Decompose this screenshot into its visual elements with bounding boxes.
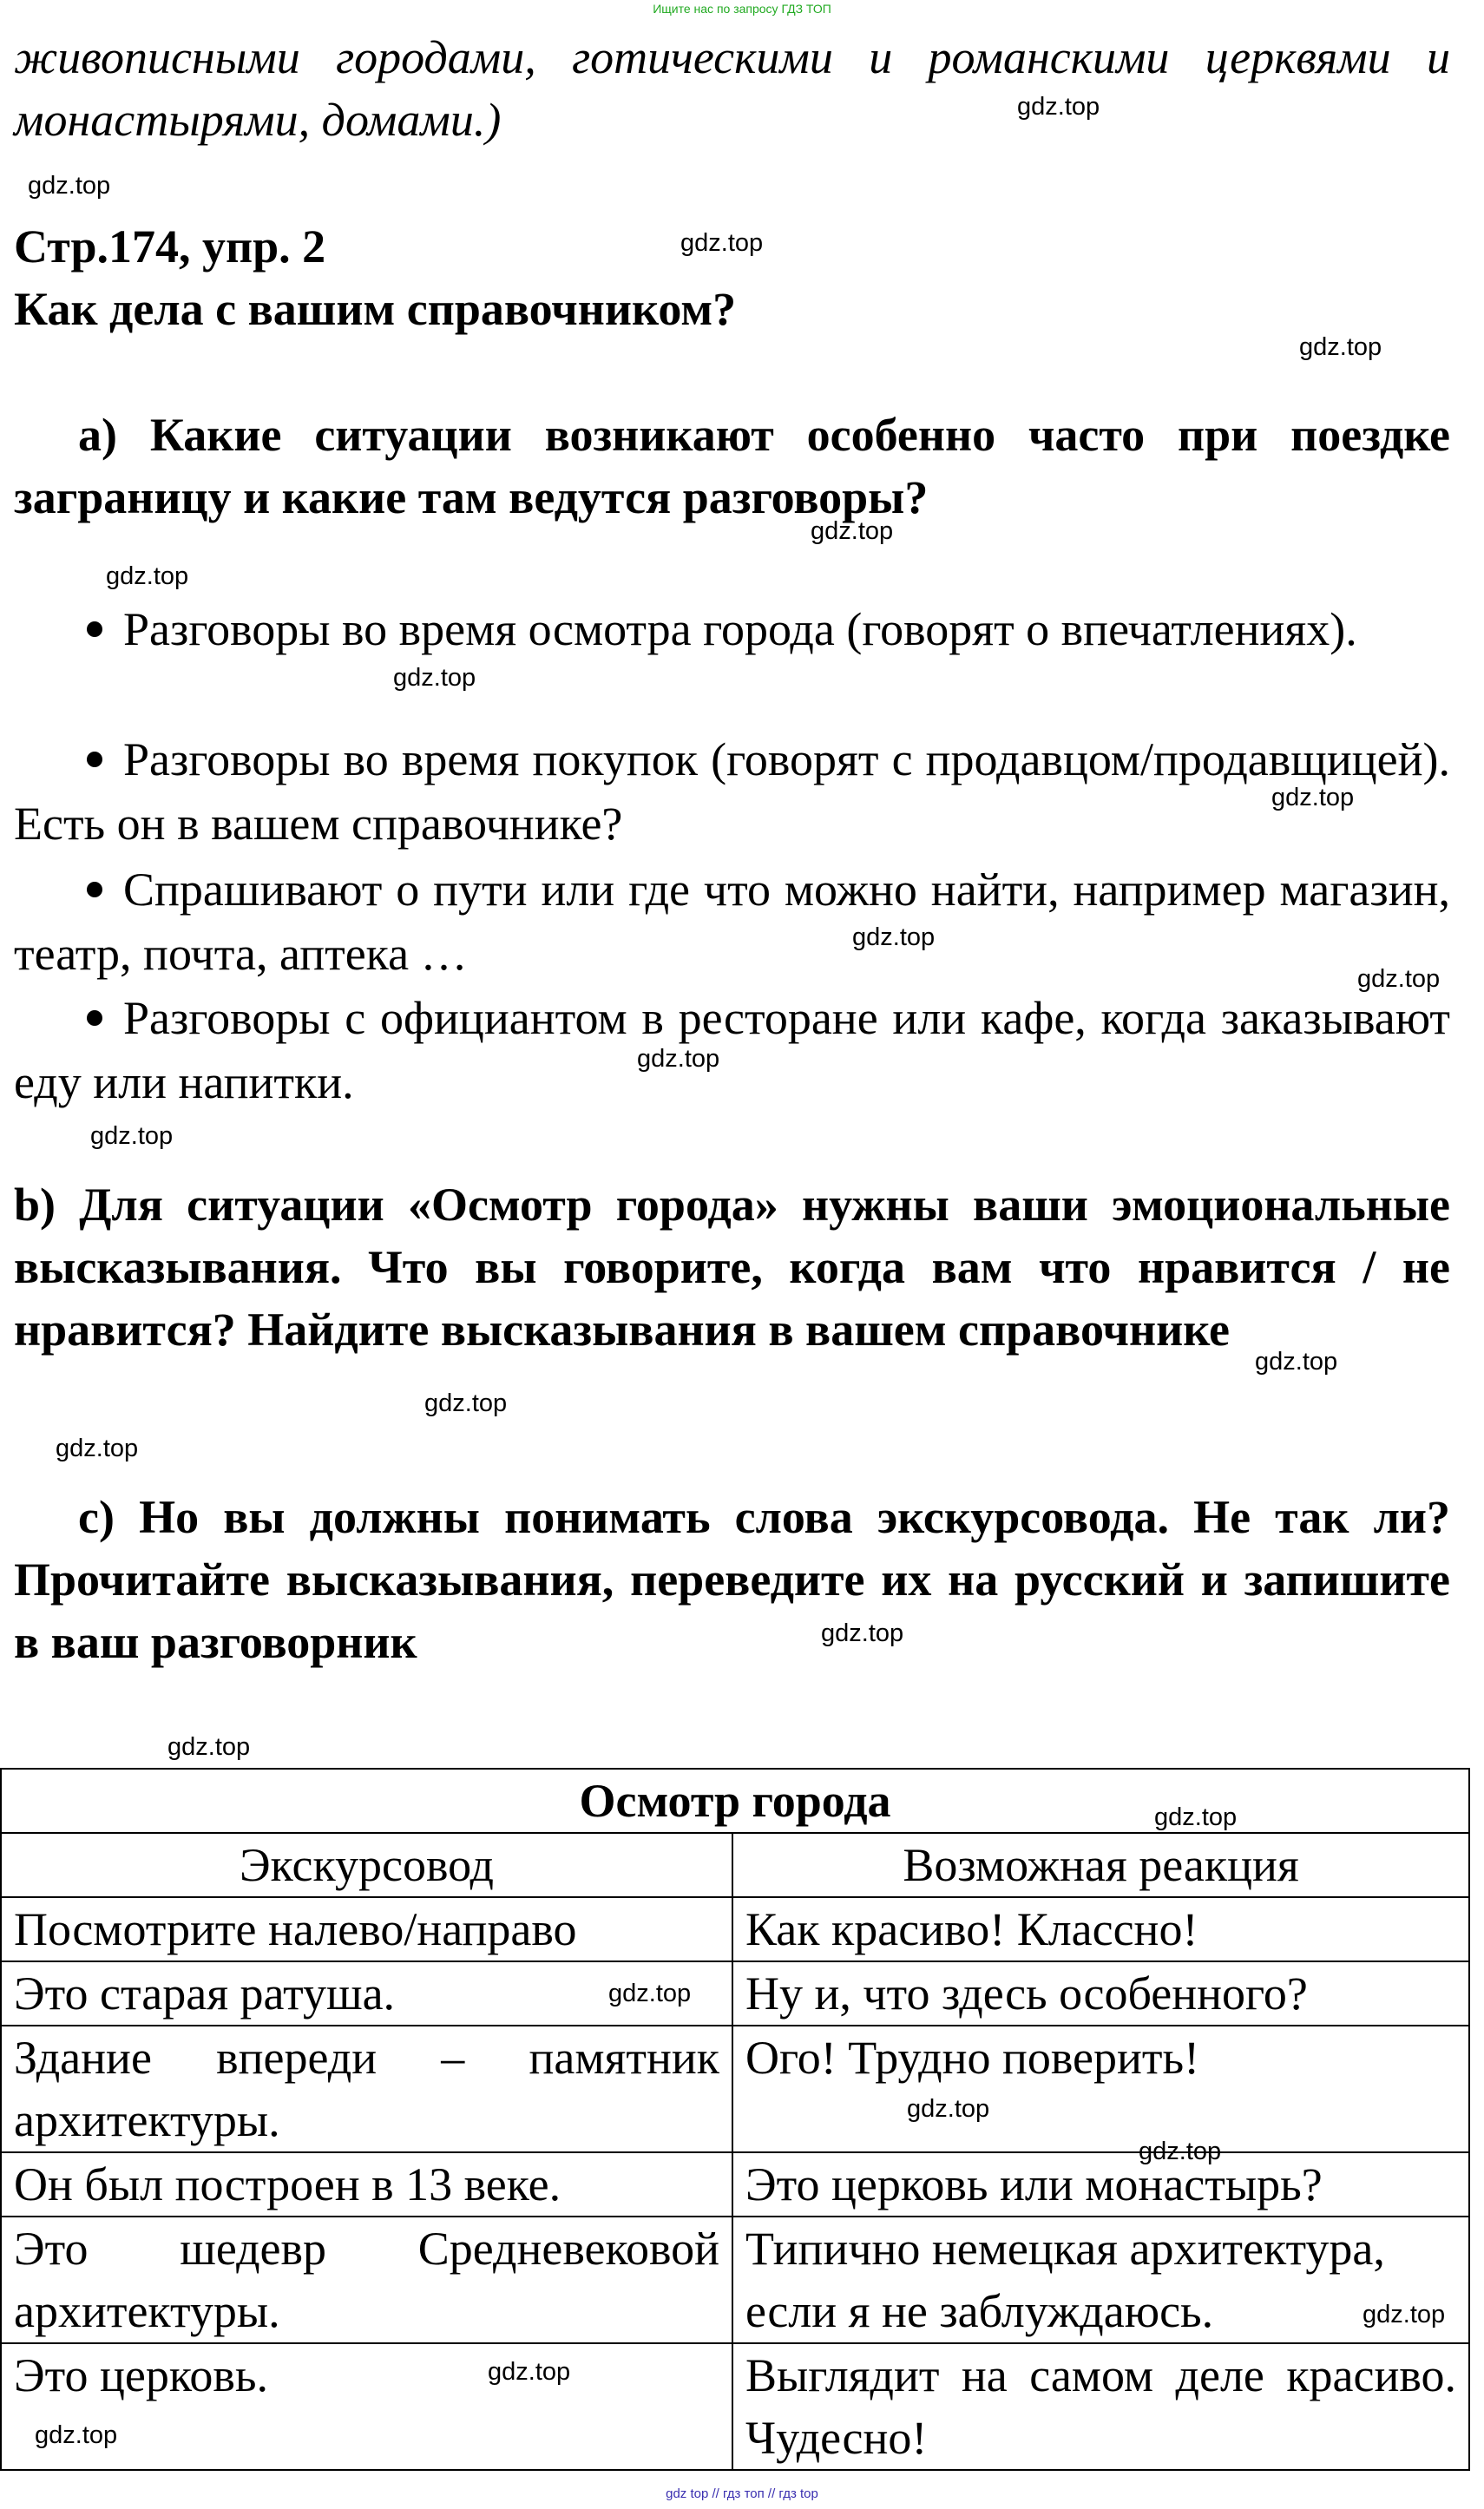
table-row xyxy=(1,1897,1469,1961)
watermark: gdz.top xyxy=(28,172,111,200)
table-title: Осмотр города xyxy=(1,1769,1469,1833)
watermark: gdz.top xyxy=(424,1389,508,1417)
watermark: gdz.top xyxy=(680,229,764,257)
list-item-text: Разговоры во время осмотра города (говорят о впечатлениях). xyxy=(123,603,1357,655)
watermark: gdz.top xyxy=(106,562,189,590)
watermark: gdz.top xyxy=(637,1045,720,1073)
guide-phrase: Это шедевр Средневековой архитектуры. xyxy=(1,2217,732,2343)
list-item xyxy=(14,986,1450,1114)
watermark: gdz.top xyxy=(852,923,936,951)
bullet-icon xyxy=(87,1010,102,1026)
reaction-phrase: Типично немецкая архитектура, если я не заблуждаюсь. xyxy=(732,2217,1469,2343)
exercise-reference: Стр.174, упр. 2 xyxy=(14,220,326,273)
exercise-question: Как дела с вашим справочником? xyxy=(14,283,737,335)
reaction-phrase: Это церковь или монастырь? xyxy=(732,2152,1469,2217)
watermark: gdz.top xyxy=(1271,784,1355,811)
reaction-phrase: Как красиво! Классно! xyxy=(732,1897,1469,1961)
list-item-text: Разговоры с официантом в ресторане или кафе, когда заказывают еду или напитки. xyxy=(14,992,1450,1108)
bullet-icon xyxy=(87,752,102,767)
watermark: gdz.top xyxy=(1139,2138,1222,2165)
watermark: gdz.top xyxy=(608,1980,692,2007)
watermark: gdz.top xyxy=(1017,93,1100,121)
watermark: gdz.top xyxy=(56,1435,139,1462)
watermark: gdz.top xyxy=(167,1733,251,1761)
reaction-phrase: Ого! Трудно поверить! xyxy=(732,2026,1469,2152)
list-item xyxy=(14,857,1450,986)
list-item-text: Спрашивают о пути или где что можно найти, например магазин, театр, почта, аптека … xyxy=(14,864,1450,980)
part-c-question-text: c) Но вы должны понимать слова экскурсовода. Не так ли? Прочитайте высказывания, переведите их на русский и запишите в ваш разговорник xyxy=(14,1491,1450,1668)
watermark: gdz.top xyxy=(488,2358,571,2386)
guide-phrase: Посмотрите налево/направо xyxy=(1,1897,732,1961)
part-b-question: b) Для ситуации «Осмотр города» нужны ваши эмоциональные высказывания. Что вы говорите, когда вам что нравится / не нравится? Найдите высказывания в вашем справочнике xyxy=(14,1179,1450,1356)
table-header-row xyxy=(1,1833,1469,1897)
watermark: gdz.top xyxy=(393,664,476,692)
guide-phrase: Это церковь. xyxy=(1,2343,732,2470)
footer: gdz top // гдз топ // гдз top xyxy=(666,2486,818,2501)
bullet-icon xyxy=(87,621,102,637)
watermark: gdz.top xyxy=(1299,333,1382,361)
column-header-guide: Экскурсовод xyxy=(1,1833,732,1897)
table-row xyxy=(1,1961,1469,2026)
intro-text: живописными городами, готическими и романскими церквями и монастырями, домами.) xyxy=(14,31,1450,146)
guide-phrase: Здание впереди – памятник архитектуры. xyxy=(1,2026,732,2152)
watermark: gdz.top xyxy=(811,517,894,545)
part-a-question xyxy=(14,404,1450,529)
table-row xyxy=(1,2026,1469,2152)
reaction-phrase: Ну и, что здесь особенного? xyxy=(732,1961,1469,2026)
watermark: gdz.top xyxy=(907,2095,990,2123)
bullet-icon xyxy=(87,882,102,897)
column-header-reaction: Возможная реакция xyxy=(732,1833,1469,1897)
guide-phrase: Это старая ратуша. xyxy=(1,1961,732,2026)
list-item-text: Разговоры во время покупок (говорят с продавцом/продавщицей). Есть он в вашем справочнике? xyxy=(14,733,1450,850)
reaction-phrase: Выглядит на самом деле красиво. Чудесно! xyxy=(732,2343,1469,2470)
top-banner: Ищите нас по запросу ГДЗ ТОП xyxy=(653,2,831,16)
list-item xyxy=(14,727,1450,856)
table-row xyxy=(1,2217,1469,2343)
watermark: gdz.top xyxy=(821,1619,904,1647)
watermark: gdz.top xyxy=(90,1122,174,1150)
table-row xyxy=(1,2343,1469,2470)
watermark: gdz.top xyxy=(1154,1803,1238,1831)
sightseeing-table xyxy=(0,1768,1470,2471)
guide-phrase: Он был построен в 13 веке. xyxy=(1,2152,732,2217)
watermark: gdz.top xyxy=(1363,2301,1446,2328)
part-a-question-text: a) Какие ситуации возникают особенно часто при поездке заграницу и какие там ведутся разговоры? xyxy=(14,409,1450,523)
watermark: gdz.top xyxy=(1357,965,1441,993)
table-title-row xyxy=(1,1769,1469,1833)
part-c-question xyxy=(14,1486,1450,1673)
table-row xyxy=(1,2152,1469,2217)
watermark: gdz.top xyxy=(35,2421,118,2449)
watermark: gdz.top xyxy=(1255,1348,1338,1376)
list-item xyxy=(14,597,1450,661)
